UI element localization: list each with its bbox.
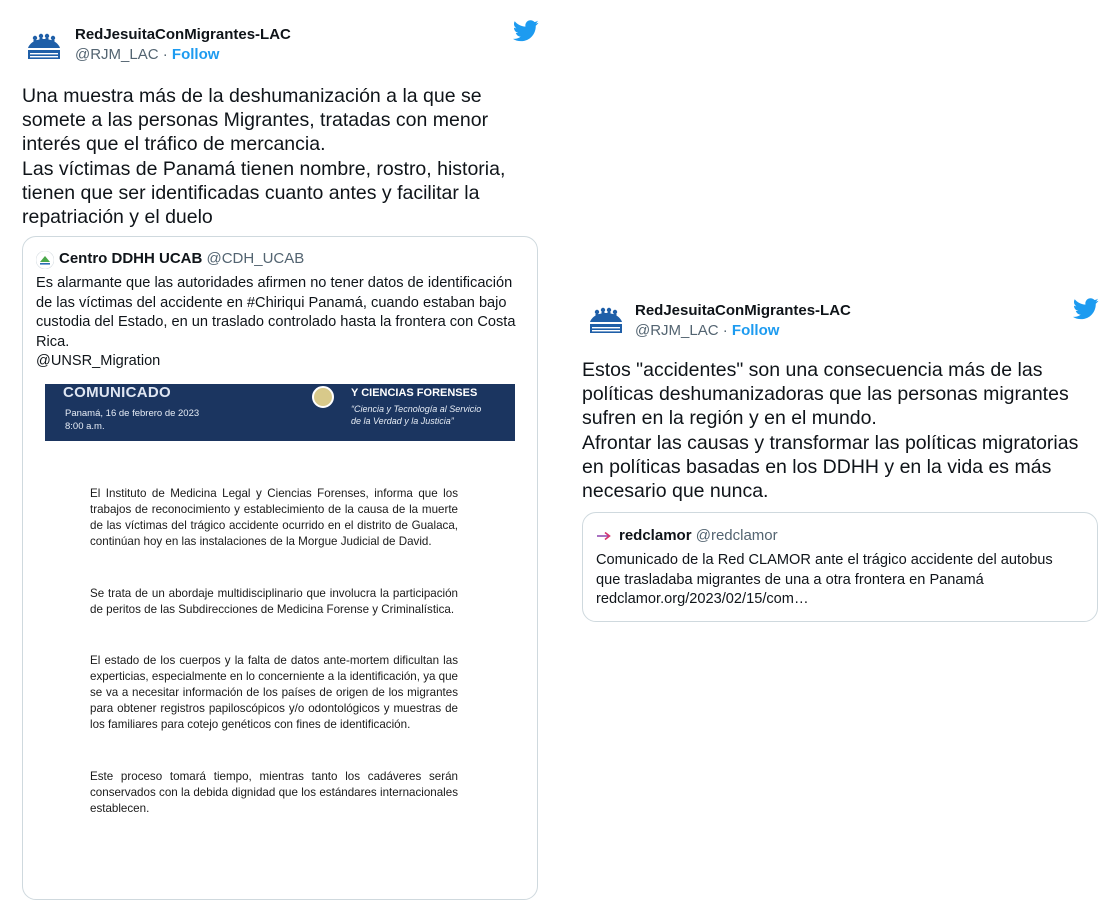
author-name[interactable]: RedJesuitaConMigrantes-LAC bbox=[75, 26, 291, 43]
quoted-tweet[interactable] bbox=[22, 236, 538, 900]
quoted-author-name: Centro DDHH UCAB bbox=[59, 250, 203, 267]
quoted-author-name: redclamor bbox=[619, 527, 692, 544]
quoted-author bbox=[59, 250, 304, 267]
quoted-text: Comunicado de la Red CLAMOR ante el trágico accidente del autobus que trasladaba migrantes de una a otra frontera en Panamá redclamor.org/2023/02/15/com… bbox=[596, 552, 1053, 608]
institute-seal-icon bbox=[312, 386, 334, 408]
document-paragraph: El estado de los cuerpos y la falta de datos ante-mortem dificultan las experticias, especialmente en lo concerniente a la identificación, ya que se va a necesitar información de los países de origen de los migrantes para obtener registros papiloscópicos y/o odontológicos y muestras de los familiares para cotejo genéticos con fines de identificación. bbox=[90, 654, 458, 731]
quoted-author bbox=[619, 527, 778, 544]
meta-separator: · bbox=[158, 46, 172, 63]
follow-button[interactable]: Follow bbox=[171, 46, 220, 63]
tweet-left bbox=[8, 8, 546, 907]
author-meta bbox=[635, 322, 779, 339]
author-meta bbox=[75, 46, 219, 63]
quoted-author-handle: @redclamor bbox=[695, 527, 778, 544]
document-paragraph: Este proceso tomará tiempo, mientras tanto los cadáveres serán conservados con la debida dignidad que los estándares internacionales establecen. bbox=[90, 770, 458, 815]
author-handle[interactable]: @RJM_LAC bbox=[635, 322, 719, 339]
document-title: COMUNICADO bbox=[63, 384, 171, 401]
author-avatar[interactable] bbox=[22, 24, 66, 68]
document-date: Panamá, 16 de febrero de 2023 8:00 a.m. bbox=[65, 408, 200, 432]
document-org: Y CIENCIAS FORENSES bbox=[351, 387, 478, 399]
meta-separator: · bbox=[718, 322, 732, 339]
author-handle[interactable]: @RJM_LAC bbox=[75, 46, 159, 63]
ucab-logo-icon bbox=[36, 251, 54, 269]
twitter-bird-icon[interactable] bbox=[1073, 298, 1099, 320]
author-avatar[interactable] bbox=[584, 298, 628, 342]
document-header bbox=[45, 384, 515, 441]
author-name[interactable]: RedJesuitaConMigrantes-LAC bbox=[635, 302, 851, 319]
document-paragraph: Se trata de un abordaje multidisciplinario que involucra la participación de peritos de las Subdirecciones de Medicina Forense y Criminalística. bbox=[90, 587, 458, 616]
attached-document-image[interactable] bbox=[45, 384, 515, 899]
redclamor-logo-icon bbox=[596, 531, 612, 541]
follow-button[interactable]: Follow bbox=[731, 322, 780, 339]
tweet-text: Una muestra más de la deshumanización a la que se somete a las personas Migrantes, tratadas con menor interés que el tráfico de mercancia. Las víctimas de Panamá tienen nombre, rostro, historia, tienen que ser identificadas cuanto antes y facilitar la repatriación y el duelo bbox=[22, 85, 506, 229]
document-motto: “Ciencia y Tecnología al Servicio de la Verdad y la Justicia” bbox=[351, 404, 482, 426]
twitter-bird-icon[interactable] bbox=[513, 20, 539, 42]
tweet-right bbox=[576, 290, 1110, 630]
quoted-text: Es alarmante que las autoridades afirmen no tener datos de identificación de las víctimas del accidente en #Chiriqui Panamá, cuando estaban bajo custodia del Estado, en un traslado controlado hasta la frontera con Costa Rica. @UNSR_Migration bbox=[36, 275, 516, 370]
tweet-text: Estos "accidentes" son una consecuencia más de las políticas deshumanizadoras que las personas migrantes sufren en la región y en el mundo. Afrontar las causas y transformar las políticas migratorias en políticas basadas en los DDHH y en la vida es más necesario que nunca. bbox=[582, 359, 1079, 503]
document-paragraph: El Instituto de Medicina Legal y Ciencias Forenses, informa que los trabajos de reconocimiento y establecimiento de la causa de la muerte de las víctimas del trágico accidente ocurrido en el distrito de Gualaca, continúan hoy en las instalaciones de la Morgue Judicial de David. bbox=[90, 487, 458, 548]
quoted-tweet[interactable] bbox=[582, 512, 1098, 622]
quoted-author-handle: @CDH_UCAB bbox=[206, 250, 305, 267]
